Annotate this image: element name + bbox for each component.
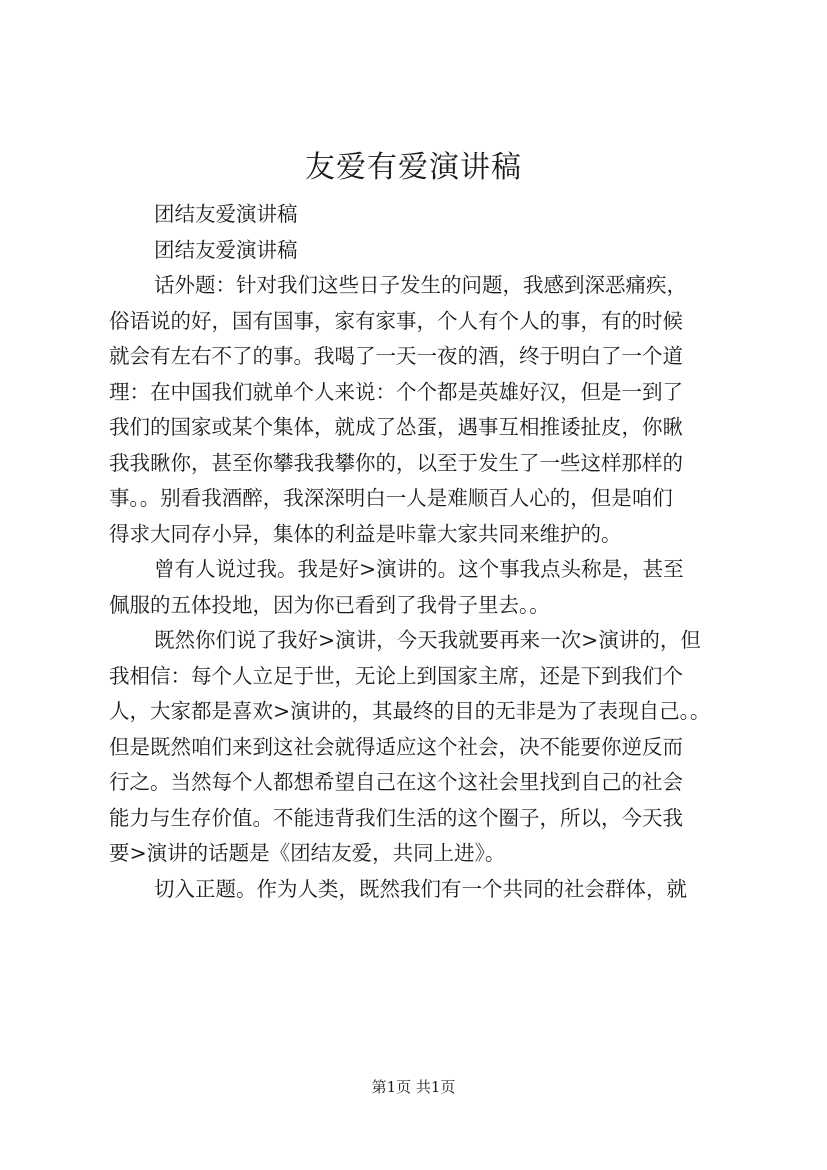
paragraph-line: 佩服的五体投地，因为你已看到了我骨子里去。。 [109, 592, 550, 617]
paragraph-line: 理：在中国我们就单个人来说：个个都是英雄好汉，但是一到了 [109, 379, 683, 404]
paragraph-line: 俗语说的好，国有国事，家有家事，个人有个人的事，有的时候 [109, 308, 683, 333]
paragraph-line: 我我瞅你，甚至你攀我我攀你的，以至于发生了一些这样那样的 [109, 450, 683, 475]
document-body [109, 197, 723, 907]
paragraph-line: 人，大家都是喜欢>演讲的，其最终的目的无非是为了表现自己。。 [109, 699, 711, 723]
paragraph-line: 得求大同存小异，集体的利益是咔靠大家共同来维护的。 [109, 521, 622, 546]
subtitle-line: 团结友爱演讲稿 [154, 202, 298, 226]
paragraph-line: 要>演讲的话题是《团结友爱，共同上进》。 [109, 841, 506, 865]
paragraph-line: 行之。当然每个人都想希望自己在这个这社会里找到自己的社会 [109, 770, 683, 794]
paragraph-line: 事。。别看我酒醉，我深深明白一人是难顺百人心的，但是咱们 [109, 486, 673, 510]
page-number-footer: 第1页 共1页 [371, 1078, 456, 1096]
subtitle-line: 团结友爱演讲稿 [154, 237, 298, 262]
paragraph-line: 曾有人说过我。我是好>演讲的。这个事我点头称是，甚至 [154, 557, 684, 581]
paragraph-line: 切入正题。作为人类，既然我们有一个共同的社会群体，就 [154, 876, 687, 901]
paragraph-line: 我们的国家或某个集体，就成了怂蛋，遇事互相推诿扯皮，你瞅 [109, 415, 683, 439]
paragraph-line: 但是既然咱们来到这社会就得适应这个社会，决不能要你逆反而 [109, 734, 683, 759]
paragraph-line: 就会有左右不了的事。我喝了一天一夜的酒，终于明白了一个道 [109, 344, 683, 368]
paragraph-line: 能力与生存价值。不能违背我们生活的这个圈子，所以，今天我 [109, 805, 683, 830]
paragraph-line: 话外题：针对我们这些日子发生的问题，我感到深恶痛疾， [154, 273, 687, 297]
paragraph-line: 既然你们说了我好>演讲，今天我就要再来一次>演讲的，但 [154, 628, 701, 652]
paragraph-line: 我相信：每个人立足于世，无论上到国家主席，还是下到我们个 [109, 663, 683, 688]
document-title: 友爱有爱演讲稿 [305, 150, 522, 185]
